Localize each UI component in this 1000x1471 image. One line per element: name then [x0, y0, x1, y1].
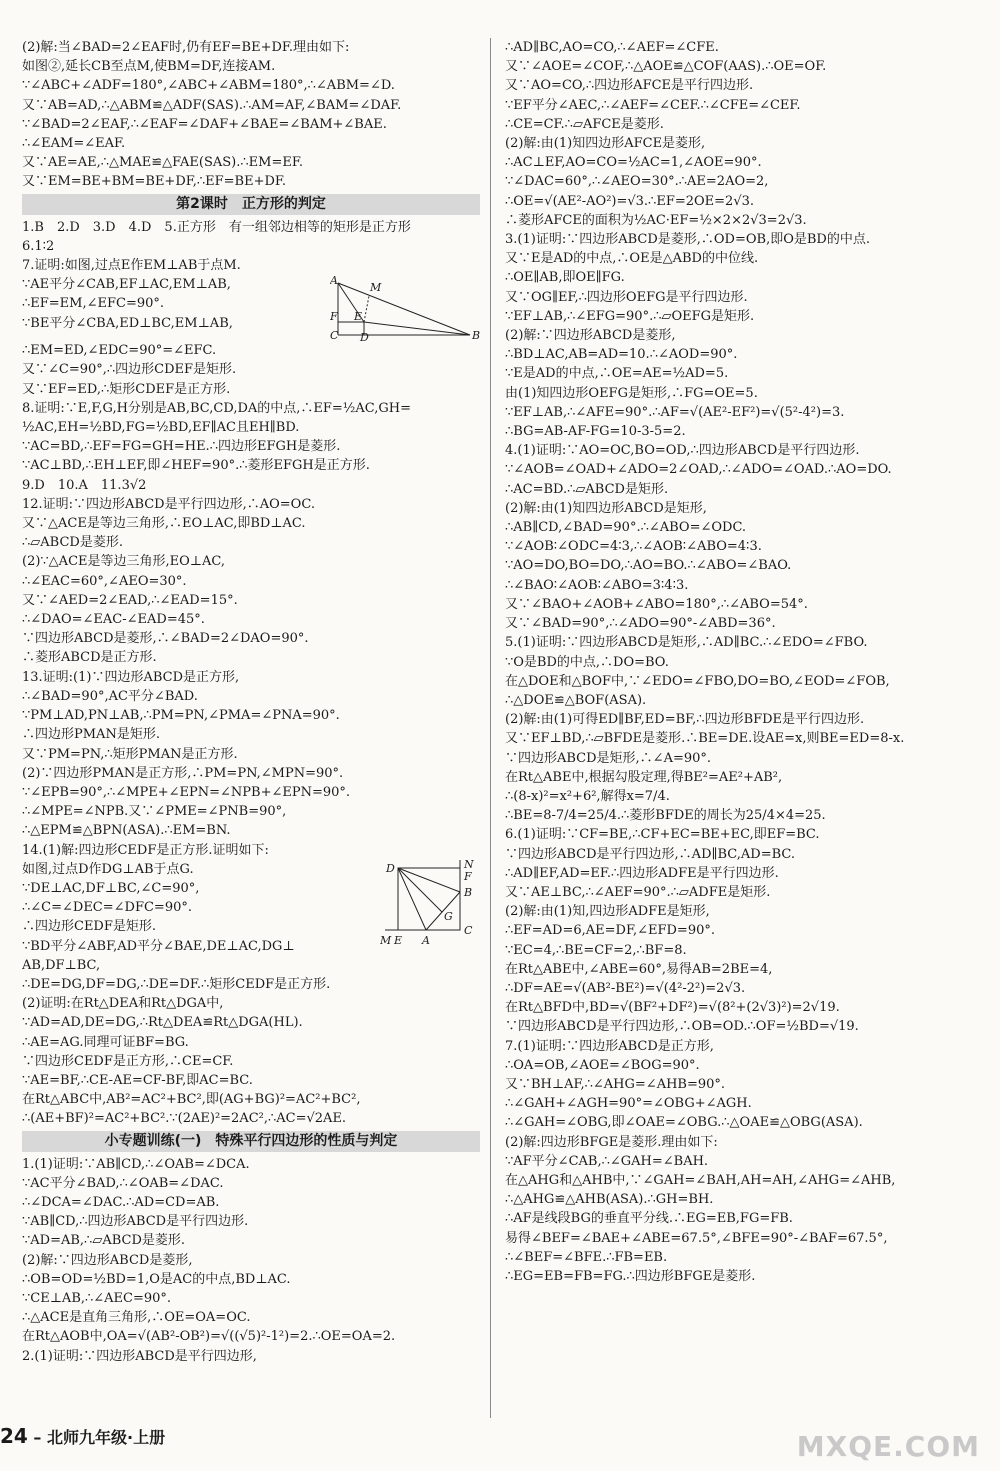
figure-q7 [22, 275, 480, 341]
text-line: ∵AF平分∠CAB,∴∠GAH=∠BAH. [505, 1153, 709, 1169]
text-line: (2)解:∵四边形ABCD是菱形, [505, 328, 676, 344]
text-line: ∵AC平分∠BAD,∴∠OAB=∠DAC. [22, 1175, 224, 1191]
text-line: ∴∠DCA=∠DAC.∴AD=CD=AB. [22, 1194, 220, 1210]
text-line: 由(1)知四边形OEFG是矩形,∴FG=OE=5. [505, 385, 758, 401]
text-line: 在Rt△AOB中,OA=√(AB²-OB²)=√((√5)²-1²)=2.∴OE=OA=2. [22, 1329, 396, 1345]
text-line: 又∵∠BAO+∠AOB+∠ABO=180°,∴∠ABO=54°. [505, 596, 808, 612]
text-line: ∴OE∥AB,即OE∥FG. [505, 270, 625, 286]
text-line: 在Rt△ABE中,∠ABE=60°,易得AB=2BE=4, [505, 961, 773, 977]
text-line: 又∵EF=ED,∴矩形CDEF是正方形. [22, 381, 231, 397]
text-line: 如图②,延长CB至点M,使BM=DF,连接AM. [22, 59, 276, 75]
label-B: B [472, 329, 480, 342]
text-line: (2)解:当∠BAD=2∠EAF时,仍有EF=BE+DF.理由如下: [22, 40, 350, 55]
text-line: 如图,过点D作DG⊥AB于点G. [22, 861, 194, 877]
text-line: ∵DE⊥AC,DF⊥BC,∠C=90°, [22, 880, 200, 896]
text-line: ∴∠C=∠DEC=∠DFC=90°. [22, 900, 192, 916]
label-F: F [464, 869, 472, 883]
text-line: ∴菱形ABCD是正方形. [22, 650, 157, 666]
text-line: ∵AB∥CD,∴四边形ABCD是平行四边形. [22, 1214, 249, 1230]
footer-dash: – [33, 1428, 42, 1447]
text-line: ∴四边形CEDF是矩形. [22, 919, 157, 935]
text-line: ∴EF=EM,∠EFC=90°. [22, 296, 165, 312]
text-line: ∴∠GAH=∠OBG,即∠OAE=∠OBG.∴△OAE≌△OBG(ASA). [505, 1115, 863, 1131]
text-line: ½AC,EH=½BD,FG=½BD,EF∥AC且EH∥BD. [22, 420, 300, 436]
text-line: ∴∠BAD=90°,AC平分∠BAD. [22, 688, 198, 704]
text-line: ∴菱形AFCE的面积为½AC·EF=½×2×2√3=2√3. [505, 212, 807, 228]
label-B: B [464, 885, 473, 899]
label-D: D [360, 331, 369, 342]
text-line: 又∵EF⊥BD,∴▱BFDE是菱形.∴BE=DE.设AE=x,则BE=ED=8-x. [505, 731, 905, 747]
left-column [22, 38, 480, 1366]
page-number: 24 [0, 1424, 28, 1448]
text-line: ∴EG=EB=FB=FG.∴四边形BFGE是菱形. [505, 1269, 756, 1284]
text-line: 在△AHG和△AHB中,∵∠GAH=∠BAH,AH=AH,∠AHG=∠AHB, [505, 1172, 896, 1188]
text-line: ∴DF=AE=√(AB²-BE²)=√(4²-2²)=2√3. [505, 980, 746, 996]
text-line: ∵E是AD的中点,∴OE=AE=½AD=5. [505, 366, 729, 382]
text-line: (2)∵△ACE是等边三角形,EO⊥AC, [22, 554, 226, 570]
text-line: (2)解:∵四边形ABCD是菱形, [22, 1252, 193, 1268]
text-line: ∴AF是线段BG的垂直平分线.∴EG=EB,FG=FB. [505, 1211, 793, 1227]
text-line: ∴△ACE是直角三角形,∴OE=OA=OC. [22, 1310, 251, 1326]
text-line: ∴AE=AG.同理可证BF=BG. [22, 1034, 189, 1050]
page-footer [0, 1424, 165, 1448]
text-line: ∴AC=BD.∴▱ABCD是矩形. [505, 481, 669, 497]
text-line: 1.(1)证明:∵AB∥CD,∴∠OAB=∠DCA. [22, 1156, 250, 1172]
text-line: ∴(AE+BF)²=AC²+BC².∵(2AE)²=2AC²,∴AC=√2AE. [22, 1111, 347, 1127]
text-line: 6.1∶2 [22, 238, 55, 254]
text-line: ∴EF=AD=6,AE=DF,∠EFD=90°. [505, 923, 715, 939]
text-line: 又∵E是AD的中点,∴OE是△ABD的中位线. [505, 251, 759, 267]
text-line: ∴BE=8-7/4=25/4.∴菱形BFDE的周长为25/4×4=25. [505, 808, 826, 824]
text-line: 又∵∠AED=2∠EAD,∴∠EAD=15°. [22, 592, 238, 608]
text-line: ∴CE=CF.∴▱AFCE是菱形. [505, 116, 664, 132]
text-line: 13.证明:(1)∵四边形ABCD是正方形, [22, 669, 240, 685]
text-line: ∵AE平分∠CAB,EF⊥AC,EM⊥AB, [22, 277, 231, 293]
label-A: A [422, 933, 430, 947]
text-line: ∴OA=OB,∠AOE=∠BOG=90°. [505, 1057, 700, 1073]
text-line: AB,DF⊥BC, [22, 957, 101, 973]
text-line: (2)解:四边形BFGE是菱形.理由如下: [505, 1134, 718, 1150]
text-line: ∵∠AOB=∠OAD+∠ADO=2∠OAD,∴∠ADO=∠OAD.∴AO=DO. [505, 462, 892, 478]
text-line: ∵PM⊥AD,PN⊥AB,∴PM=PN,∠PMA=∠PNA=90°. [22, 708, 340, 724]
text-line: 在Rt△BFD中,BD=√(BF²+DF²)=√(8²+(2√3)²)=2√19. [505, 1000, 840, 1016]
text-line: ∴EM=ED,∠EDC=90°=∠EFC. [22, 343, 217, 359]
text-line: 又∵∠C=90°,∴四边形CDEF是矩形. [22, 362, 237, 378]
text-line: ∵EF⊥AB,∴∠EFG=90°.∴▱OEFG是矩形. [505, 308, 755, 324]
text-line: 1.B 2.D 3.D 4.D 5.正方形 有一组邻边相等的矩形是正方形 [22, 219, 411, 235]
book-title: 北师九年级·上册 [47, 1428, 166, 1447]
text-line: ∴BG=AB-AF-FG=10-3-5=2. [505, 424, 686, 440]
label-G: G [444, 909, 453, 923]
text-line: ∴▱ABCD是菱形. [22, 535, 123, 551]
text-line: 7.(1)证明:∵四边形ABCD是正方形, [505, 1038, 714, 1054]
text-line: ∴△DOE≌△BOF(ASA). [505, 692, 647, 708]
text-line: ∵AO=DO,BO=DO,∴AO=BO.∴∠ABO=∠BAO. [505, 558, 792, 574]
text-line: ∵BE平分∠CBA,ED⊥BC,EM⊥AB, [22, 315, 233, 331]
label-E: E [354, 310, 363, 324]
text-line: ∴∠DAO=∠EAC-∠EAD=45°. [22, 612, 205, 628]
text-line: ∵∠BAD=2∠EAF,∴∠EAF=∠DAF+∠BAE=∠BAM+∠BAE. [22, 116, 387, 132]
text-line: ∴∠BEF=∠BFE.∴FB=EB. [505, 1249, 668, 1265]
text-line: 12.证明:∵四边形ABCD是平行四边形,∴AO=OC. [22, 496, 315, 512]
text-line: (2)解:由(1)可得ED∥BF,ED=BF,∴四边形BFDE是平行四边形. [505, 712, 865, 728]
text-line: 4.(1)证明:∵AO=OC,BO=OD,∴四边形ABCD是平行四边形. [505, 443, 860, 459]
right-column [505, 38, 980, 1286]
text-line: ∴BD⊥AC,AB=AD=10.∴∠AOD=90°. [505, 347, 738, 363]
label-N: N [464, 859, 474, 871]
text-line: ∴AD∥EF,AD=EF.∴四边形ADFE是平行四边形. [505, 865, 779, 881]
text-line: 在△DOE和△BOF中,∵∠EDO=∠FBO,DO=BO,∠EOD=∠FOB, [505, 673, 890, 689]
text-line: 又∵AO=CO,∴四边形AFCE是平行四边形. [505, 78, 754, 94]
text-line: ∴∠EAC=60°,∠AEO=30°. [22, 573, 187, 589]
text-line: (2)解:由(1)知四边形AFCE是菱形, [505, 136, 706, 152]
text-line: ∵EC=4,∴BE=CF=2,∴BF=8. [505, 942, 687, 958]
text-line: 又∵OG∥EF,∴四边形OEFG是平行四边形. [505, 289, 748, 305]
square-diagram [380, 860, 480, 956]
label-M: M [370, 281, 382, 295]
section-title-square-criteria: 第2课时 正方形的判定 [22, 194, 480, 215]
text-line: ∴AB∥CD,∠BAD=90°.∴∠ABO=∠ODC. [505, 520, 747, 536]
text-line: ∴△EPM≌△BPN(ASA).∴EM=BN. [22, 823, 231, 839]
text-line: ∴AD∥BC,AO=CO,∴∠AEF=∠CFE. [505, 40, 719, 55]
text-line: 又∵AB=AD,∴△ABM≌△ADF(SAS).∴AM=AF,∠BAM=∠DAF. [22, 97, 402, 113]
text-line: 9.D 10.A 11.3√2 [22, 477, 147, 493]
label-E: E [394, 933, 403, 947]
text-line: 又∵EM=BE+BM=BE+DF,∴EF=BE+DF. [22, 174, 287, 190]
text-line: ∵AC⊥BD,∴EH⊥EF,即∠HEF=90°.∴菱形EFGH是正方形. [22, 458, 370, 474]
text-line: 又∵BH⊥AF,∴∠AHG=∠AHB=90°. [505, 1076, 726, 1092]
text-line: (2)证明:在Rt△DEA和Rt△DGA中, [22, 996, 224, 1012]
text-line: ∵AD=AB,∴▱ABCD是菱形. [22, 1233, 186, 1249]
text-line: ∵O是BD的中点,∴DO=BO. [505, 654, 669, 670]
text-line: 又∵∠AOE=∠COF,∴△AOE≌△COF(AAS).∴OE=OF. [505, 59, 827, 75]
text-line: ∵AD=AD,DE=DG,∴Rt△DEA≌Rt△DGA(HL). [22, 1015, 303, 1031]
text-line: (2)∵四边形PMAN是正方形,∴PM=PN,∠MPN=90°. [22, 765, 344, 781]
text-line: 3.(1)证明:∵四边形ABCD是菱形,∴OD=OB,即O是BD的中点. [505, 232, 870, 248]
watermark-logo: MXQE.COM [796, 1430, 980, 1463]
label-C: C [464, 923, 473, 937]
text-line: 在Rt△ABC中,AB²=AC²+BC²,即(AG+BG)²=AC²+BC², [22, 1092, 361, 1108]
triangle-diagram [330, 275, 480, 341]
label-M: M [380, 933, 392, 947]
text-line: 又∵PM=PN,∴矩形PMAN是正方形. [22, 746, 238, 762]
text-line: ∴∠MPE=∠NPB.又∵∠PME=∠PNB=90°, [22, 804, 287, 820]
text-line: ∴∠GAH+∠AGH=90°=∠OBG+∠AGH. [505, 1096, 752, 1112]
text-line: ∵BD平分∠ABF,AD平分∠BAE,DE⊥AC,DG⊥ [22, 938, 295, 954]
text-line: 又∵AE=AE,∴△MAE≌△FAE(SAS).∴EM=EF. [22, 155, 303, 171]
text-line: ∴OE=√(AE²-AO²)=√3.∴EF=2OE=2√3. [505, 193, 754, 209]
label-A: A [330, 275, 338, 288]
text-line: ∵四边形ABCD是平行四边形,∴AD∥BC,AD=BC. [505, 846, 796, 862]
text-line: 7.证明:如图,过点E作EM⊥AB于点M. [22, 258, 241, 274]
text-line: ∵四边形ABCD是平行四边形,∴OB=OD.∴OF=½BD=√19. [505, 1019, 859, 1035]
text-line: ∴OB=OD=½BD=1,O是AC的中点,BD⊥AC. [22, 1271, 291, 1287]
text-line: (2)解:由(1)知,四边形ADFE是矩形, [505, 904, 710, 920]
label-D: D [386, 861, 395, 875]
text-line: ∵四边形ABCD是菱形,∴∠BAD=2∠DAO=90°. [22, 631, 309, 647]
text-line: 又∵△ACE是等边三角形,∴EO⊥AC,即BD⊥AC. [22, 516, 306, 532]
text-line: 5.(1)证明:∵四边形ABCD是矩形,∴AD∥BC.∴∠EDO=∠FBO. [505, 635, 868, 651]
text-line: 8.证明:∵E,F,G,H分别是AB,BC,CD,DA的中点,∴EF=½AC,GH= [22, 400, 412, 416]
text-line: ∴△AHG≌△AHB(ASA).∴GH=BH. [505, 1192, 714, 1208]
text-line: ∵AC=BD,∴EF=FG=GH=HE.∴四边形EFGH是菱形. [22, 439, 341, 455]
section-title-special-parallelograms: 小专题训练(一) 特殊平行四边形的性质与判定 [22, 1131, 480, 1152]
text-line: ∵AE=BF,∴CE-AE=CF-BF,即AC=BC. [22, 1072, 253, 1088]
text-line: (2)解:由(1)知四边形ABCD是矩形, [505, 500, 707, 516]
text-line: ∴DE=DG,DF=DG,∴DE=DF.∴矩形CEDF是正方形. [22, 976, 331, 992]
text-line: ∵EF平分∠AEC,∴∠AEF=∠CEF.∴∠CFE=∠CEF. [505, 97, 801, 113]
text-line: ∴∠BAO∶∠AOB∶∠ABO=3∶4∶3. [505, 577, 689, 593]
text-line: 又∵∠BAD=90°,∴∠ADO=90°-∠ABD=36°. [505, 616, 776, 632]
text-line: ∴四边形PMAN是矩形. [22, 727, 160, 743]
label-C: C [330, 329, 339, 342]
text-line: ∵∠ABC+∠ADF=180°,∠ABC+∠ABM=180°,∴∠ABM=∠D. [22, 78, 395, 94]
text-line: ∴∠EAM=∠EAF. [22, 136, 126, 152]
text-line: 14.(1)解:四边形CEDF是正方形.证明如下: [22, 842, 269, 858]
text-line: ∴AC⊥EF,AO=CO=½AC=1,∠AOE=90°. [505, 155, 762, 171]
figure-q14 [22, 860, 480, 956]
text-line: 2.(1)证明:∵四边形ABCD是平行四边形, [22, 1348, 257, 1364]
text-line: ∵∠AOB∶∠ODC=4∶3,∴∠AOB∶∠ABO=4∶3. [505, 539, 762, 555]
text-line: ∵CE⊥AB,∴∠AEC=90°. [22, 1290, 172, 1306]
text-line: ∵∠DAC=60°,∴∠AEO=30°.∴AE=2AO=2, [505, 174, 769, 190]
text-line: ∵EF⊥AB,∴∠AFE=90°.∴AF=√(AE²-EF²)=√(5²-4²)=3. [505, 404, 845, 420]
column-divider [490, 38, 491, 1418]
text-line: ∵四边形ABCD是矩形,∴∠A=90°. [505, 750, 712, 766]
text-line: ∵四边形CEDF是正方形,∴CE=CF. [22, 1053, 234, 1069]
text-line: ∴(8-x)²=x²+6²,解得x=7/4. [505, 788, 670, 804]
text-line: 6.(1)证明:∵CF=BE,∴CF+EC=BE+EC,即EF=BC. [505, 827, 820, 843]
label-F: F [330, 310, 338, 324]
text-line: 又∵AE⊥BC,∴∠AEF=90°.∴▱ADFE是矩形. [505, 884, 771, 900]
text-line: 在Rt△ABE中,根据勾股定理,得BE²=AE²+AB², [505, 769, 783, 785]
text-line: ∵∠EPB=90°,∴∠MPE+∠EPN=∠NPB+∠EPN=90°. [22, 784, 351, 800]
text-line: 易得∠BEF=∠BAE+∠ABE=67.5°,∠BFE=90°-∠BAF=67.5°, [505, 1230, 888, 1246]
